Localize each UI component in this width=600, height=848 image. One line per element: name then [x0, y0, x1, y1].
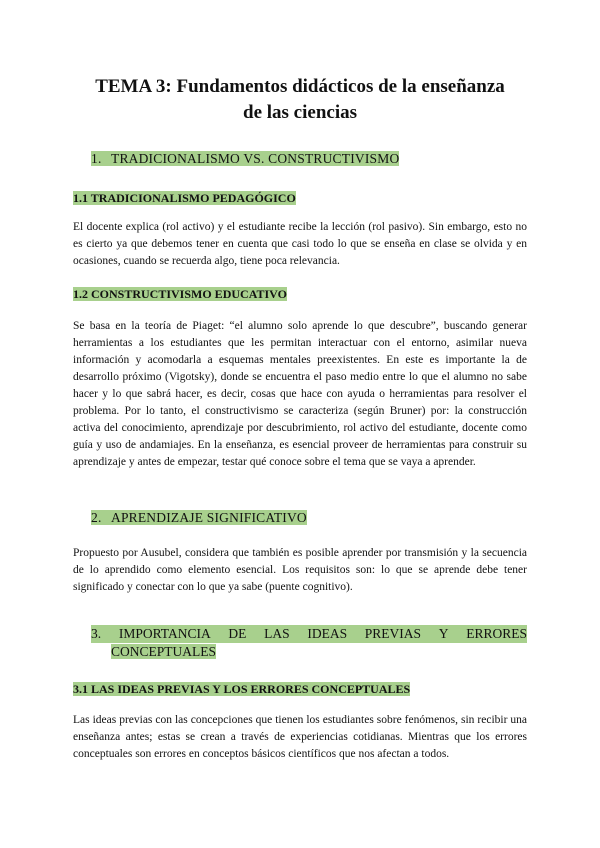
section-3-heading-line1: 3. IMPORTANCIA DE LAS IDEAS PREVIAS Y ERRORES: [91, 626, 527, 641]
page-title-line2: de las ciencias: [243, 102, 357, 123]
section-2-title: APRENDIZAJE SIGNIFICATIVO: [111, 510, 307, 525]
subsection-1-2-text: Se basa en la teoría de Piaget: “el alumno solo aprende lo que descubre”, buscando generar herramientas a los estudiantes que les permitan interactuar con el entorno, asimilar nueva información y acomodarla a esquemas mentales preexistentes. En este es importante la de desarrollo próximo (Vigotsky), donde se encuentra el paso medio entre lo que el alumno no sabe hacer y lo que sabrá hacer, es decir, cosas que hace con ayuda o herramientas para resolver el problema. Por lo tanto, el constructivismo se caracteriza (según Bruner) por: la construcción activa del conocimiento, aprendizaje por descubrimiento, rol activo del estudiante, docente como guía y uso de andamiajes. En la enseñanza, es esencial proveer de herramientas para construir su aprendizaje y antes de empezar, testar qué conoce sobre el tema que se vaya a aprender.: [73, 320, 527, 468]
section-3-number: 3.: [91, 626, 102, 641]
section-1-heading: [91, 150, 399, 168]
section-3-heading: [91, 625, 527, 661]
subsection-1-1-text: El docente explica (rol activo) y el estudiante recibe la lección (rol pasivo). Sin embargo, esto no es cierto ya que debemos tener en cuenta que casi todo lo que se enseña en clase se olvida y en ocasiones, cuando se recuerda algo, tiene poca relevancia.: [73, 221, 527, 267]
section-2-heading: [91, 509, 307, 527]
section-2-text: Propuesto por Ausubel, considera que también es posible aprender por transmisión y la secuencia de lo aprendido como elemento esencial. Los requisitos son: lo que se aprende debe tener significado y conectar con lo que ya sabe (puente cognitivo).: [73, 547, 527, 593]
subsection-1-2-heading: 1.2 CONSTRUCTIVISMO EDUCATIVO: [73, 287, 287, 301]
section-1-title: TRADICIONALISMO VS. CONSTRUCTIVISMO: [111, 151, 400, 166]
page-title: [60, 74, 540, 126]
subsection-3-1-text: Las ideas previas con las concepciones que tienen los estudiantes sobre fenómenos, sin recibir una enseñanza antes; estas se crean a través de experiencias cotidianas. Mientras que los errores conceptuales son errores en conceptos básicos científicos que nos afectan a todos.: [73, 714, 527, 760]
subsection-1-1-heading: 1.1 TRADICIONALISMO PEDAGÓGICO: [73, 191, 296, 205]
page-title-line1: TEMA 3: Fundamentos didácticos de la enseñanza: [95, 76, 505, 97]
section-3-heading-line2: CONCEPTUALES: [111, 644, 217, 659]
subsection-3-1-heading: 3.1 LAS IDEAS PREVIAS Y LOS ERRORES CONCEPTUALES: [73, 682, 411, 696]
section-2-number: 2.: [91, 510, 102, 525]
section-1-number: 1.: [91, 151, 102, 166]
